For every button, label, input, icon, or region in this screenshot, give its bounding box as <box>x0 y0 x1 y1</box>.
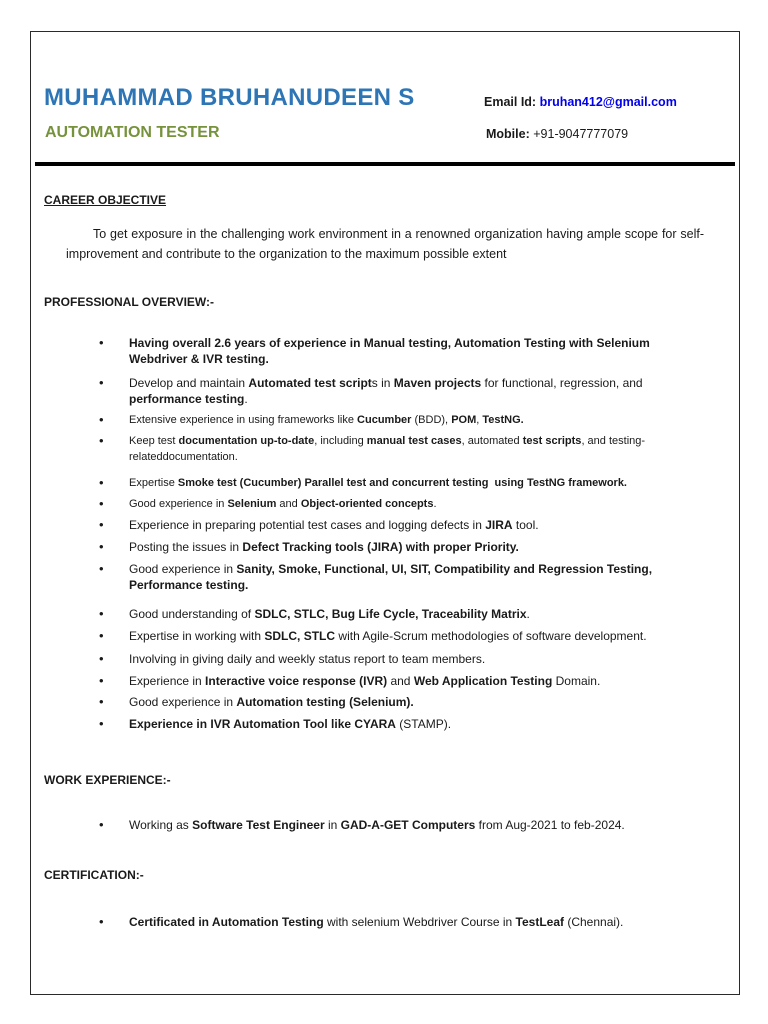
bullet-icon: • <box>99 335 104 350</box>
bullet-icon: • <box>99 694 104 709</box>
overview-item-text: Having overall 2.6 years of experience in Manual testing, Automation Testing with Selenium Webdriver & IVR testing. <box>129 336 650 366</box>
email-line <box>484 95 677 109</box>
bullet-icon: • <box>99 475 104 490</box>
bullet-icon: • <box>99 539 104 554</box>
mobile-number: +91-9047777079 <box>533 127 629 141</box>
bullet-icon: • <box>99 651 104 666</box>
bullet-icon: • <box>99 561 104 576</box>
career-objective-heading: CAREER OBJECTIVE <box>44 193 167 207</box>
overview-item-text: Involving in giving daily and weekly status report to team members. <box>129 652 486 666</box>
work-item-text: Working as Software Test Engineer in GAD-A-GET Computers from Aug-2021 to feb-2024. <box>129 818 625 832</box>
bullet-icon: • <box>99 628 104 643</box>
mobile-label: Mobile: <box>486 127 530 141</box>
bullet-icon: • <box>99 817 104 832</box>
certification-item-text: Certificated in Automation Testing with selenium Webdriver Course in TestLeaf (Chennai). <box>129 915 624 929</box>
overview-item-text: Good experience in Selenium and Object-oriented concepts. <box>129 498 437 510</box>
overview-item-text: Good understanding of SDLC, STLC, Bug Life Cycle, Traceability Matrix. <box>129 607 530 621</box>
bullet-icon: • <box>99 914 104 929</box>
overview-item-text: Experience in Interactive voice response (IVR) and Web Application Testing Domain. <box>129 674 601 688</box>
email-label: Email Id: <box>484 95 537 109</box>
bullet-icon: • <box>99 412 104 427</box>
overview-item-text: Develop and maintain Automated test scripts in Maven projects for functional, regression, and performance testing. <box>129 376 643 406</box>
overview-item-text: Expertise in working with SDLC, STLC with Agile-Scrum methodologies of software development. <box>129 629 647 643</box>
bullet-icon: • <box>99 673 104 688</box>
work-experience-heading: WORK EXPERIENCE:- <box>44 773 171 787</box>
mobile-line <box>486 127 628 141</box>
overview-item-text: Posting the issues in Defect Tracking tools (JIRA) with proper Priority. <box>129 540 519 554</box>
header-divider <box>35 162 735 166</box>
certification-heading: CERTIFICATION:- <box>44 868 144 882</box>
email-link[interactable]: bruhan412@gmail.com <box>539 95 677 109</box>
bullet-icon: • <box>99 517 104 532</box>
overview-item-text: Good experience in Automation testing (Selenium). <box>129 695 414 709</box>
bullet-icon: • <box>99 606 104 621</box>
professional-overview-heading: PROFESSIONAL OVERVIEW:- <box>44 295 215 309</box>
bullet-icon: • <box>99 496 104 511</box>
overview-item-text: Keep test documentation up-to-date, including manual test cases, automated test scripts, and testing-relateddocumentation. <box>129 435 646 463</box>
bullet-icon: • <box>99 716 104 731</box>
career-objective-text: To get exposure in the challenging work environment in a renowned organization having ample scope for self-improvement and contribute to the organization to the maximum possible extent <box>66 227 704 261</box>
job-title: AUTOMATION TESTER <box>45 124 220 141</box>
overview-item-text: Experience in preparing potential test cases and logging defects in JIRA tool. <box>129 518 539 532</box>
bullet-icon: • <box>99 375 104 390</box>
overview-item-text: Expertise Smoke test (Cucumber) Parallel test and concurrent testing using TestNG framework. <box>129 477 627 489</box>
overview-item-text: Extensive experience in using frameworks like Cucumber (BDD), POM, TestNG. <box>129 414 524 426</box>
candidate-name: MUHAMMAD BRUHANUDEEN S <box>44 84 415 111</box>
overview-item-text: Good experience in Sanity, Smoke, Functional, UI, SIT, Compatibility and Regression Testing, Performance testing. <box>129 562 653 592</box>
overview-item-text: Experience in IVR Automation Tool like CYARA (STAMP). <box>129 717 452 731</box>
resume-page <box>30 31 740 995</box>
bullet-icon: • <box>99 433 104 448</box>
